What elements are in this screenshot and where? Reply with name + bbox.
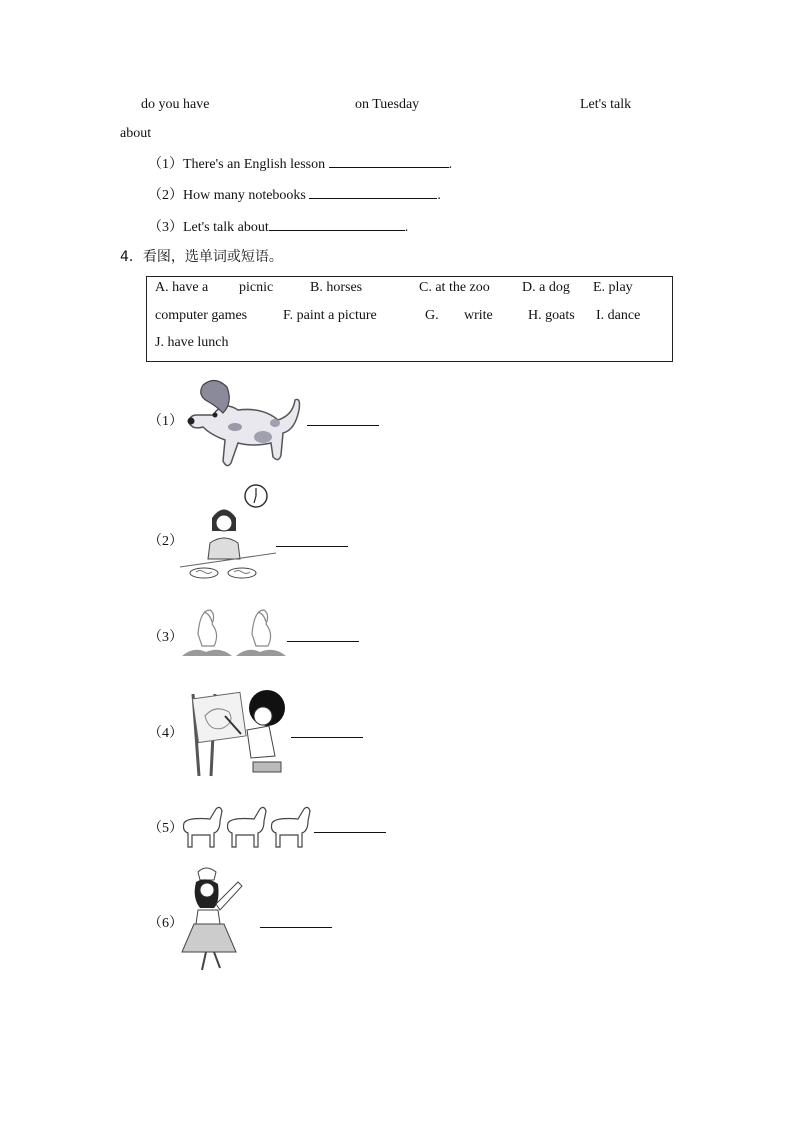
picture-number-2: （2）	[148, 534, 183, 549]
picture-number-5: （5）	[148, 821, 183, 836]
option-a: A. have a	[155, 280, 209, 295]
answer-line-6[interactable]	[260, 927, 332, 928]
answer-line-2[interactable]	[276, 546, 348, 547]
picture-number-1: （1）	[148, 414, 183, 429]
item-end: .	[448, 157, 453, 172]
item-text: How many notebooks	[183, 188, 306, 203]
answer-line-1[interactable]	[307, 425, 379, 426]
answer-blank[interactable]	[309, 184, 437, 199]
item-end: .	[404, 220, 409, 235]
boy-painting-icon	[185, 686, 289, 778]
word-bank-option-3: Let's talk	[580, 97, 632, 112]
goats-icon	[180, 801, 314, 853]
option-e: E. play	[593, 280, 633, 295]
option-j: J. have lunch	[155, 335, 229, 350]
word-bank-option-3-continued: about	[120, 126, 152, 141]
answer-line-3[interactable]	[287, 641, 359, 642]
option-d: D. a dog	[522, 280, 570, 295]
fill-item-3	[148, 216, 408, 236]
horses-icon	[180, 604, 288, 660]
option-c: C. at the zoo	[419, 280, 490, 295]
option-e-cont: computer games	[155, 308, 248, 323]
answer-line-5[interactable]	[314, 832, 386, 833]
picture-number-4: （4）	[148, 726, 183, 741]
section-4-title: 4．看图，选单词或短语。	[120, 249, 283, 265]
picture-number-3: （3）	[148, 630, 183, 645]
option-f: F. paint a picture	[283, 308, 377, 323]
word-bank-option-2: on Tuesday	[355, 97, 420, 112]
girl-dancing-icon	[180, 864, 248, 974]
picture-number-6: （6）	[148, 916, 183, 931]
item-number: （1）	[148, 157, 183, 172]
options-box	[146, 276, 673, 362]
dog-icon	[183, 375, 303, 473]
item-text: Let's talk about	[183, 220, 269, 235]
option-i: I. dance	[596, 308, 641, 323]
option-a-cont: picnic	[239, 280, 274, 295]
fill-item-1	[148, 153, 452, 173]
answer-line-4[interactable]	[291, 737, 363, 738]
option-g: G.	[425, 308, 439, 323]
option-h: H. goats	[528, 308, 575, 323]
item-text: There's an English lesson	[183, 157, 326, 172]
answer-blank[interactable]	[269, 216, 405, 231]
item-number: （3）	[148, 220, 183, 235]
option-g-cont: write	[464, 308, 493, 323]
girl-having-lunch-icon	[180, 483, 280, 583]
word-bank-option-1: do you have	[141, 97, 210, 112]
item-end: .	[437, 188, 441, 203]
option-b: B. horses	[310, 280, 363, 295]
answer-blank[interactable]	[329, 153, 449, 168]
item-number: （2）	[148, 188, 183, 203]
fill-item-2	[148, 184, 441, 204]
